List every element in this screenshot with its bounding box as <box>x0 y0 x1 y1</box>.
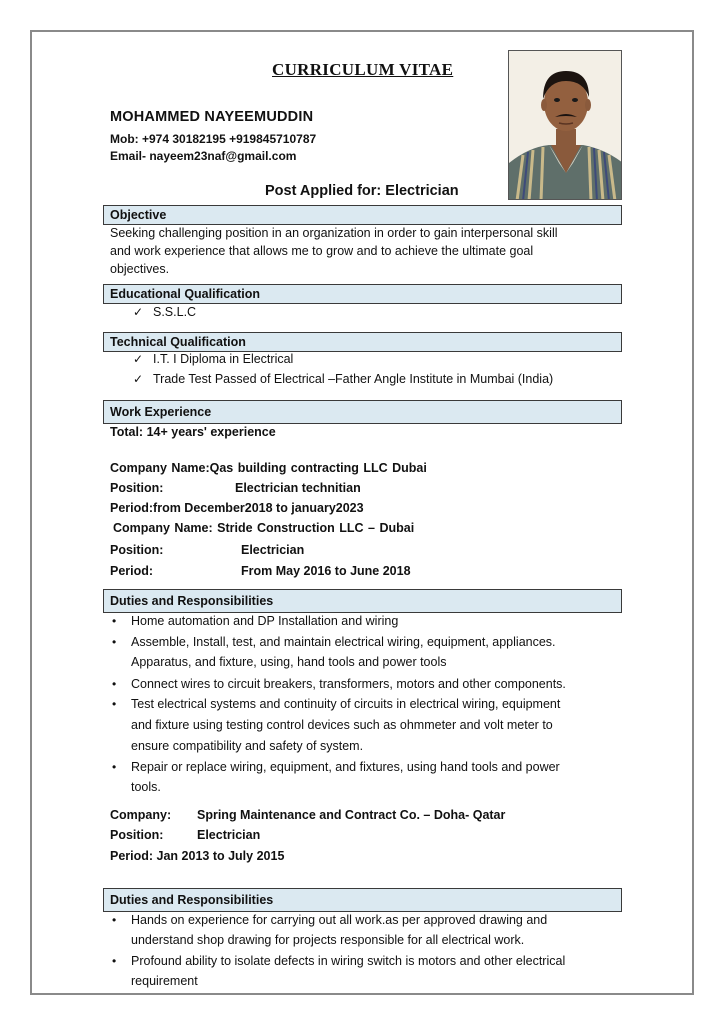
job3-company-label: Company: <box>110 808 172 822</box>
mobile-number: Mob: +974 30182195 +919845710787 <box>110 132 317 146</box>
duties-heading: Duties and Responsibilities <box>110 594 274 608</box>
duty-line: Hands on experience for carrying out all work.as per approved drawing and <box>131 913 548 927</box>
duty-line: Profound ability to isolate defects in wiring switch is motors and other electrical <box>131 954 566 968</box>
candidate-photo <box>508 50 622 200</box>
work-heading: Work Experience <box>110 405 212 419</box>
duty-line: Test electrical systems and continuity of circuits in electrical wiring, equipment <box>131 697 561 711</box>
bullet-icon: • <box>112 760 117 774</box>
education-section-header <box>103 284 622 304</box>
total-experience: Total: 14+ years' experience <box>110 425 276 439</box>
objective-heading: Objective <box>110 208 167 222</box>
duty-line: Repair or replace wiring, equipment, and fixtures, using hand tools and power <box>131 760 560 774</box>
bullet-icon: • <box>112 614 117 628</box>
candidate-name: MOHAMMED NAYEEMUDDIN <box>110 109 314 125</box>
job3-period: Period: Jan 2013 to July 2015 <box>110 849 285 863</box>
post-applied: Post Applied for: Electrician <box>265 183 459 199</box>
technical-item: Trade Test Passed of Electrical –Father Angle Institute in Mumbai (India) <box>153 372 554 386</box>
duty-line: Home automation and DP Installation and wiring <box>131 614 399 628</box>
technical-heading: Technical Qualification <box>110 335 246 349</box>
duty-line: requirement <box>131 974 198 988</box>
duty-line: tools. <box>131 780 161 794</box>
technical-item: I.T. I Diploma in Electrical <box>153 352 294 366</box>
checkmark-icon: ✓ <box>133 305 144 319</box>
duty-line: and fixture using testing control devices such as ohmmeter and volt meter to <box>131 718 553 732</box>
checkmark-icon: ✓ <box>133 352 144 366</box>
page-bottom-border <box>30 993 694 995</box>
bullet-icon: • <box>112 635 117 649</box>
duty-line: Connect wires to circuit breakers, transformers, motors and other components. <box>131 677 566 691</box>
job2-position-value: Electrician <box>241 543 305 557</box>
duty-line: Apparatus, and fixture, using, hand tools and power tools <box>131 655 447 669</box>
job3-position-label: Position: <box>110 828 164 842</box>
technical-section-header <box>103 332 622 352</box>
objective-line: Seeking challenging position in an organization in order to gain interpersonal skill <box>110 226 558 240</box>
bullet-icon: • <box>112 677 117 691</box>
education-item: S.S.L.C <box>153 305 197 319</box>
duties-section-header <box>103 888 622 912</box>
email-address: Email- nayeem23naf@gmail.com <box>110 149 297 163</box>
portrait-image <box>509 51 622 200</box>
bullet-icon: • <box>112 913 117 927</box>
bullet-icon: • <box>112 697 117 711</box>
job2-position-label: Position: <box>110 543 164 557</box>
objective-section-header <box>103 205 622 225</box>
job2-company: Company Name: Stride Construction LLC – Dubai <box>113 521 415 535</box>
job2-period-value: From May 2016 to June 2018 <box>241 564 411 578</box>
duties-section-header <box>103 589 622 613</box>
bullet-icon: • <box>112 954 117 968</box>
cv-title: CURRICULUM VITAE <box>272 60 454 79</box>
duty-line: understand shop drawing for projects responsible for all electrical work. <box>131 933 525 947</box>
objective-line: and work experience that allows me to grow and to achieve the ultimate goal <box>110 244 534 258</box>
education-heading: Educational Qualification <box>110 287 261 301</box>
job2-period-label: Period: <box>110 564 154 578</box>
job1-company: Company Name:Qas building contracting LLC Dubai <box>110 461 427 475</box>
checkmark-icon: ✓ <box>133 372 144 386</box>
job3-company-value: Spring Maintenance and Contract Co. – Doha- Qatar <box>197 808 506 822</box>
work-section-header <box>103 400 622 424</box>
duties-heading: Duties and Responsibilities <box>110 893 274 907</box>
duty-line: ensure compatibility and safety of system. <box>131 739 364 753</box>
job3-position-value: Electrician <box>197 828 261 842</box>
duty-line: Assemble, Install, test, and maintain electrical wiring, equipment, appliances. <box>131 635 556 649</box>
job1-position-label: Position: <box>110 481 164 495</box>
job1-position-value: Electrician technitian <box>235 481 361 495</box>
objective-line: objectives. <box>110 262 170 276</box>
job1-period: Period:from December2018 to january2023 <box>110 501 364 515</box>
